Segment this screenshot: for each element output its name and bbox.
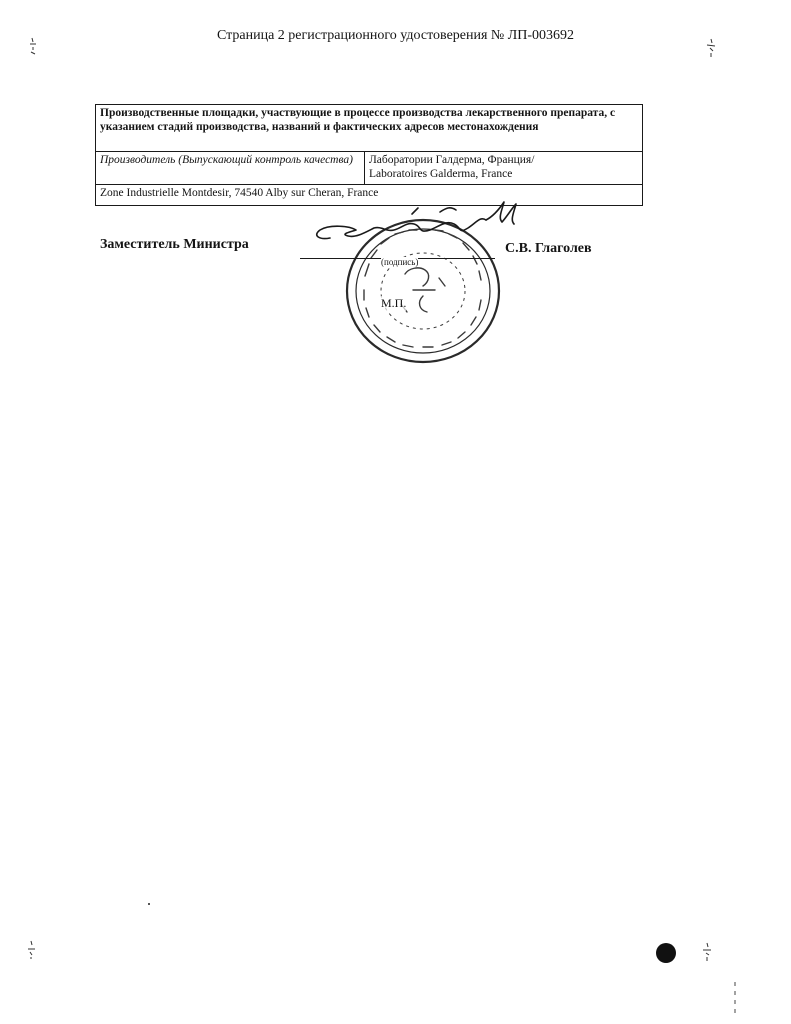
sites-table-title: Производственные площадки, участвующие в процессе производства лекарственного препарата, с указанием стадий производства, названий и фактических адресов местонахождения	[96, 105, 643, 152]
binding-mark-icon	[25, 940, 39, 960]
page-header: Страница 2 регистрационного удостоверения № ЛП-003692	[216, 28, 575, 43]
scan-dot	[656, 943, 676, 963]
table-row	[96, 105, 643, 152]
signer-position: Заместитель Министра	[100, 237, 249, 252]
signature-caption: (подпись)	[381, 257, 419, 267]
stamp-place-caption: М.П.	[381, 296, 407, 310]
site-address-cell: Zone Industrielle Montdesir, 74540 Alby sur Cheran, France	[96, 185, 643, 206]
manufacturer-name-en: Laboratoires Galderma, France	[369, 168, 513, 180]
edge-ticks	[733, 982, 737, 1016]
scan-speck	[148, 903, 150, 905]
manufacturer-name-ru: Лаборатории Галдерма, Франция/	[369, 154, 535, 166]
manufacturer-role-cell: Производитель (Выпускающий контроль качества)	[96, 152, 365, 185]
manufacturer-name-cell	[365, 152, 643, 185]
production-sites-table	[95, 104, 643, 206]
table-row	[96, 152, 643, 185]
handwritten-signature	[290, 196, 530, 256]
binding-mark-icon	[700, 942, 714, 962]
signer-name: С.В. Глаголев	[505, 241, 592, 256]
